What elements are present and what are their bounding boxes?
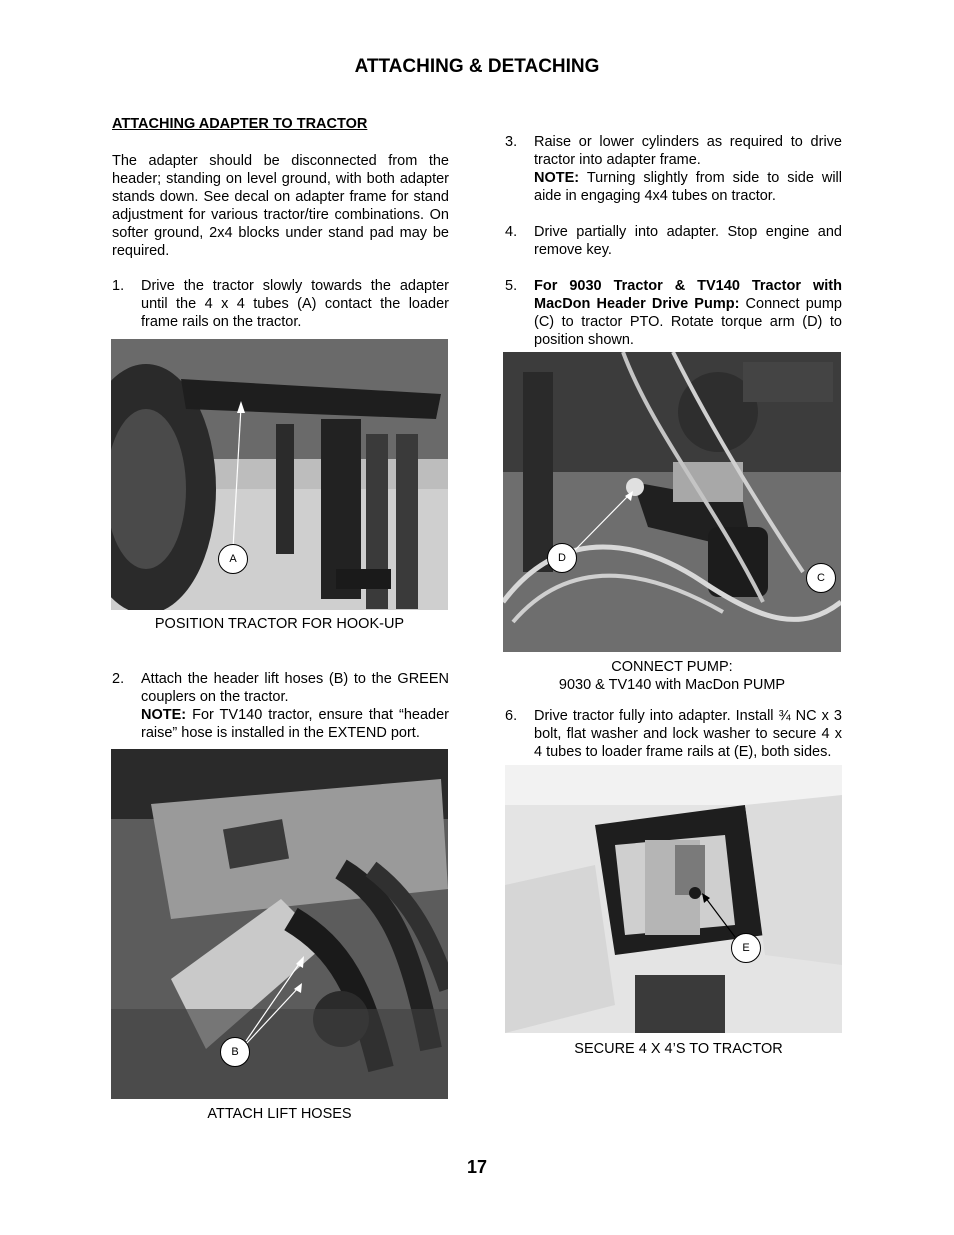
photo-illustration [503, 352, 841, 652]
callout-e: E [731, 933, 761, 963]
step-number: 4. [505, 224, 518, 240]
callout-b: B [220, 1037, 250, 1067]
step-main-text: Connect pump (C) to tractor PTO. Rotate torque arm (D) to position shown. [534, 296, 842, 348]
caption-line-1: CONNECT PUMP: [611, 659, 733, 675]
photo-lift-hoses [111, 749, 448, 1099]
step-text: Drive the tractor slowly towards the adapter until the 4 x 4 tubes (A) contact the loader frame rails on the tractor. [141, 278, 449, 330]
callout-c: C [806, 563, 836, 593]
note-label: NOTE: [534, 170, 580, 186]
step-bold-text: For 9030 Tractor & TV140 Tractor with MacDon Header Drive Pump: [534, 278, 842, 312]
photo-illustration [111, 339, 448, 610]
photo-secure-tubes [505, 765, 842, 1033]
step-5 [505, 277, 842, 351]
note-text: For TV140 tractor, ensure that “header raise” hose is installed in the EXTEND port. [141, 707, 449, 741]
figure-caption: POSITION TRACTOR FOR HOOK-UP [154, 616, 405, 632]
page-title: ATTACHING & DETACHING [354, 56, 600, 77]
photo-illustration [505, 765, 842, 1033]
step-number: 1. [112, 278, 125, 294]
step-main-text: Attach the header lift hoses (B) to the GREEN couplers on the tractor. [141, 671, 449, 705]
callout-a: A [218, 544, 248, 574]
photo-connect-pump [503, 352, 841, 652]
photo-illustration [111, 749, 448, 1099]
step-number: 5. [505, 278, 518, 294]
step-6 [505, 707, 842, 763]
page-number: 17 [466, 1157, 488, 1177]
step-text [534, 277, 842, 349]
step-number: 6. [505, 708, 518, 724]
step-2 [112, 670, 449, 744]
section-heading: ATTACHING ADAPTER TO TRACTOR [112, 116, 368, 132]
step-text: Drive partially into adapter. Stop engine and remove key. [534, 224, 842, 258]
step-1 [112, 277, 449, 333]
step-4 [505, 223, 842, 261]
figure-caption: SECURE 4 X 4’S TO TRACTOR [574, 1041, 783, 1057]
caption-line-2: 9030 & TV140 with MacDon PUMP [558, 677, 786, 693]
step-main-text: Raise or lower cylinders as required to drive tractor into adapter frame. [534, 134, 842, 168]
photo-position-tractor [111, 339, 448, 610]
note-text: Turning slightly from side to side will aide in engaging 4x4 tubes on tractor. [534, 170, 842, 204]
step-text [141, 670, 449, 742]
intro-paragraph: The adapter should be disconnected from the header; standing on level ground, with both adapter stands down. See decal on adapter frame for stand adjustment for various tractor/tire combinations. On softer ground, 2x4 blocks under stand pad may be required. [112, 153, 449, 259]
note-label: NOTE: [141, 707, 187, 723]
step-text: Drive tractor fully into adapter. Install ¾ NC x 3 bolt, flat washer and lock washer to secure 4 x 4 tubes to loader frame rails at (E), both sides. [534, 708, 842, 760]
step-number: 2. [112, 671, 125, 687]
figure-caption [503, 658, 841, 694]
callout-d: D [547, 543, 577, 573]
figure-caption: ATTACH LIFT HOSES [207, 1106, 352, 1122]
step-3 [505, 133, 842, 207]
step-text [534, 133, 842, 205]
step-number: 3. [505, 134, 518, 150]
